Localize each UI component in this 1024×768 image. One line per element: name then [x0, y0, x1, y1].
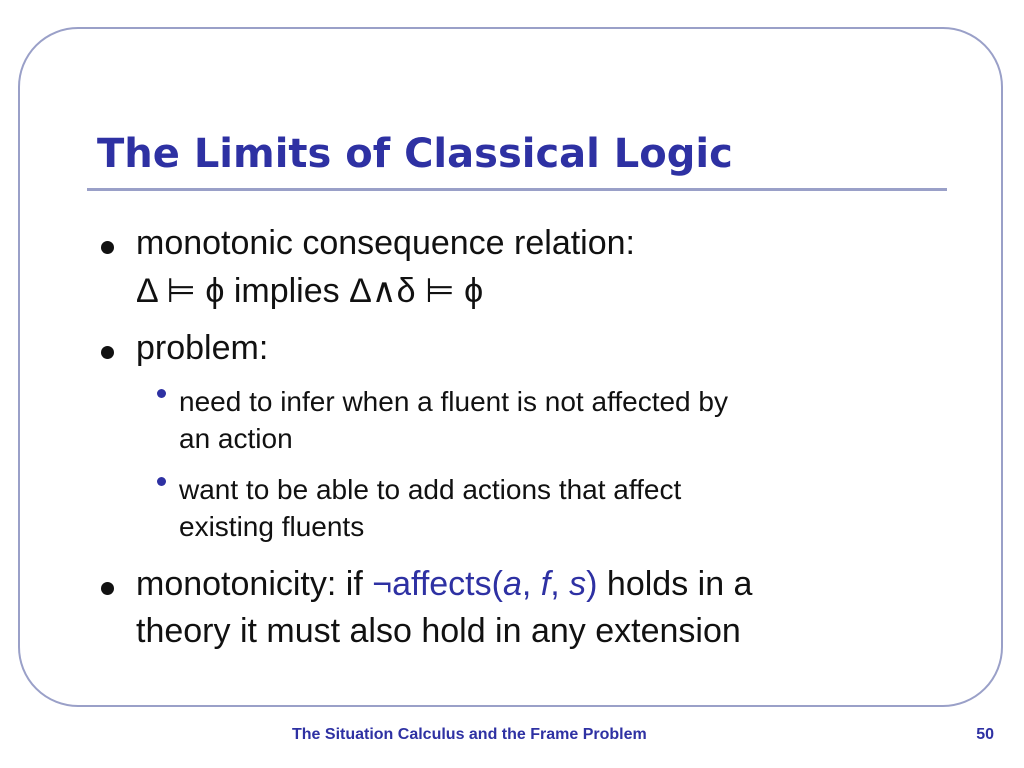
- subbullet-text-line2: an action: [179, 423, 293, 454]
- page-number: 50: [976, 726, 994, 743]
- subbullet-text-line2: existing fluents: [179, 511, 365, 542]
- slide-title: The Limits of Classical Logic: [97, 131, 733, 177]
- bullet-dot-icon: [101, 346, 114, 359]
- formula-sep: ,: [550, 565, 570, 603]
- bullet-prefix: monotonicity: if: [136, 565, 373, 603]
- bullet-text-line2: Δ ⊨ ϕ implies Δ∧δ ⊨ ϕ: [136, 272, 484, 310]
- subbullet-text-line1: need to infer when a fluent is not affected by: [179, 386, 728, 417]
- bullet-text-line1: [136, 565, 752, 603]
- footer-title: The Situation Calculus and the Frame Problem: [292, 726, 647, 743]
- formula-neg-affects: ¬affects(: [372, 565, 503, 603]
- formula-sep: ,: [521, 565, 541, 603]
- bullet-suffix: holds in a: [597, 565, 753, 603]
- subbullet-text-line1: want to be able to add actions that affect: [179, 474, 682, 505]
- bullet-dot-icon: [101, 582, 114, 595]
- formula-affects: [372, 565, 597, 603]
- subbullet-dot-icon: [157, 389, 166, 398]
- bullet-text-line1: problem:: [136, 329, 269, 367]
- bullet-dot-icon: [101, 241, 114, 254]
- formula-arg-f: f: [540, 565, 551, 603]
- bullet-text-line1: monotonic consequence relation:: [136, 224, 635, 262]
- subbullet-dot-icon: [157, 477, 166, 486]
- formula-arg-s: s: [569, 565, 587, 603]
- formula-arg-a: a: [502, 565, 522, 603]
- bullet-text-line2: theory it must also hold in any extension: [136, 612, 741, 650]
- formula-close: ): [586, 565, 598, 603]
